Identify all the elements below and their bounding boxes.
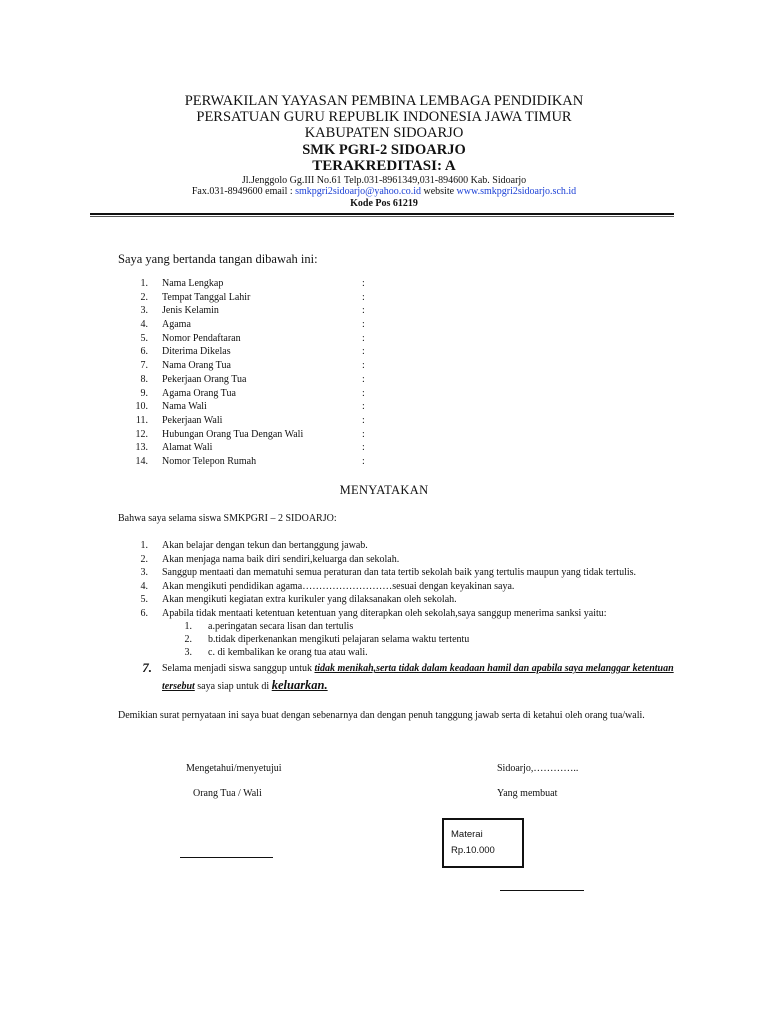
statement-7-emphasis-c: keluarkan. bbox=[271, 678, 328, 692]
field-colon: : bbox=[362, 346, 365, 358]
field-colon: : bbox=[362, 332, 365, 344]
sanction-number: 2. bbox=[184, 634, 192, 646]
field-row bbox=[126, 304, 426, 318]
website-label: website bbox=[421, 186, 457, 197]
field-row bbox=[126, 373, 426, 387]
field-colon: : bbox=[362, 414, 365, 426]
sanction-text: a.peringatan secara lisan dan tertulis bbox=[208, 621, 354, 632]
field-number: 12. bbox=[135, 428, 148, 440]
accreditation: TERAKREDITASI: A bbox=[312, 158, 456, 174]
field-number: 4. bbox=[140, 319, 148, 331]
field-row bbox=[126, 455, 426, 469]
field-number: 5. bbox=[140, 332, 148, 344]
field-number: 8. bbox=[140, 373, 148, 385]
field-row bbox=[126, 400, 426, 414]
fax-label: Fax.031-8949600 email : bbox=[191, 186, 296, 197]
field-label: Nomor Pendaftaran bbox=[162, 332, 241, 344]
field-colon: : bbox=[362, 360, 365, 372]
field-label: Agama bbox=[162, 319, 191, 331]
field-label: Nama Orang Tua bbox=[162, 360, 231, 372]
field-number: 11. bbox=[135, 414, 148, 426]
statement-7 bbox=[126, 660, 686, 695]
statement-7-number: 7. bbox=[142, 660, 152, 675]
field-colon: : bbox=[362, 455, 365, 467]
field-row bbox=[126, 318, 426, 332]
identity-fields bbox=[126, 277, 426, 469]
sanction-item bbox=[172, 633, 652, 646]
sanction-list bbox=[172, 620, 652, 660]
statement-number: 2. bbox=[140, 553, 148, 565]
statement-item bbox=[126, 580, 686, 594]
field-label: Alamat Wali bbox=[162, 442, 213, 454]
field-label: Nama Lengkap bbox=[162, 278, 224, 289]
statement-text: Sanggup mentaati dan mematuhi semua peraturan dan tata tertib sekolah baik yang tertulis maupun yang tidak tertulis. bbox=[162, 567, 637, 579]
declaration-intro: Bahwa saya selama siswa SMKPGRI – 2 SIDOARJO: bbox=[118, 513, 337, 524]
field-label: Nama Wali bbox=[162, 401, 207, 413]
website-link[interactable]: www.smkpgri2sidoarjo.sch.id bbox=[456, 186, 577, 197]
field-label: Hubungan Orang Tua Dengan Wali bbox=[162, 428, 304, 440]
statement-item bbox=[126, 539, 686, 553]
statement-text: Apabila tidak mentaati ketentuan ketentuan yang diterapkan oleh sekolah,saya sanggup menerima sanksi yaitu: bbox=[162, 607, 607, 619]
sanction-item bbox=[172, 646, 652, 659]
sanction-number: 3. bbox=[184, 647, 192, 659]
statement-number: 1. bbox=[140, 540, 148, 551]
field-colon: : bbox=[362, 291, 365, 303]
letterhead-line-3: KABUPATEN SIDOARJO bbox=[304, 125, 464, 141]
field-row bbox=[126, 387, 426, 401]
field-colon: : bbox=[362, 401, 365, 413]
field-label: Tempat Tanggal Lahir bbox=[162, 291, 251, 303]
contact-line bbox=[0, 186, 768, 198]
declaration-title: MENYATAKAN bbox=[339, 483, 429, 497]
statement-7-emphasis-b: tersebut bbox=[162, 681, 195, 692]
sanction-item bbox=[172, 620, 652, 633]
field-row bbox=[126, 359, 426, 373]
stamp-label: Materai bbox=[451, 829, 483, 840]
statement-7-text bbox=[152, 660, 674, 695]
field-label: Diterima Dikelas bbox=[162, 346, 231, 358]
field-label: Nomor Telepon Rumah bbox=[162, 455, 257, 467]
letterhead-line-1: PERWAKILAN YAYASAN PEMBINA LEMBAGA PENDIDIKAN bbox=[184, 93, 584, 109]
postal-code: Kode Pos 61219 bbox=[350, 198, 418, 209]
field-colon: : bbox=[362, 319, 365, 331]
sanction-number: 1. bbox=[184, 621, 192, 632]
field-number: 14. bbox=[135, 455, 148, 467]
field-number: 1. bbox=[140, 278, 148, 289]
statement-item bbox=[126, 607, 686, 621]
intro-text: Saya yang bertanda tangan dibawah ini: bbox=[118, 252, 318, 266]
stamp-duty-box bbox=[442, 818, 524, 868]
field-number: 3. bbox=[140, 305, 148, 317]
sig-right-date: Sidoarjo,………….. bbox=[497, 763, 579, 774]
field-colon: : bbox=[362, 387, 365, 399]
field-colon: : bbox=[362, 442, 365, 454]
statement-number: 3. bbox=[140, 567, 148, 579]
field-number: 9. bbox=[140, 387, 148, 399]
statement-7-emphasis-a: tidak menikah,serta tidak dalam keadaan hamil dan apabila saya melanggar ketentuan bbox=[314, 663, 674, 674]
statement-text: Akan menjaga nama baik diri sendiri,keluarga dan sekolah. bbox=[162, 553, 400, 565]
field-number: 6. bbox=[140, 346, 148, 358]
field-number: 2. bbox=[140, 291, 148, 303]
school-name: SMK PGRI-2 SIDOARJO bbox=[302, 142, 466, 158]
statement-number: 5. bbox=[140, 594, 148, 606]
statement-item bbox=[126, 593, 686, 607]
field-row bbox=[126, 441, 426, 455]
statement-item bbox=[126, 553, 686, 567]
statement-7-middle: saya siap untuk di bbox=[194, 681, 272, 692]
statement-text: Akan mengikuti kegiatan extra kurikuler yang dilaksanakan oleh sekolah. bbox=[162, 594, 457, 606]
sig-left-title: Mengetahui/menyetujui bbox=[186, 763, 282, 774]
sanction-text: b.tidak diperkenankan mengikuti pelajaran selama waktu tertentu bbox=[208, 634, 470, 646]
field-row bbox=[126, 345, 426, 359]
field-row bbox=[126, 428, 426, 442]
sanction-text: c. di kembalikan ke orang tua atau wali. bbox=[208, 647, 368, 659]
letterhead-line-2: PERSATUAN GURU REPUBLIK INDONESIA JAWA TIMUR bbox=[196, 109, 572, 125]
sig-right-role: Yang membuat bbox=[497, 788, 558, 799]
header-divider bbox=[90, 213, 674, 215]
school-address: Jl.Jenggolo Gg.III No.61 Telp.031-8961349,031-894600 Kab. Sidoarjo bbox=[241, 175, 527, 186]
statement-number: 6. bbox=[140, 607, 148, 619]
field-label: Agama Orang Tua bbox=[162, 387, 236, 399]
field-label: Pekerjaan Wali bbox=[162, 414, 223, 426]
field-colon: : bbox=[362, 305, 365, 317]
field-row bbox=[126, 332, 426, 346]
field-number: 13. bbox=[135, 442, 148, 454]
statement-list bbox=[126, 539, 686, 621]
sig-left-role: Orang Tua / Wali bbox=[193, 788, 262, 799]
field-row bbox=[126, 414, 426, 428]
field-colon: : bbox=[362, 428, 365, 440]
statement-text: Akan mengikuti pendidikan agama………………………sesuai dengan keyakinan saya. bbox=[162, 580, 515, 592]
field-number: 7. bbox=[140, 360, 148, 372]
statement-7-prefix: Selama menjadi siswa sanggup untuk bbox=[162, 663, 315, 674]
parent-signature-line bbox=[180, 857, 273, 858]
field-colon: : bbox=[362, 278, 365, 289]
statement-item bbox=[126, 566, 686, 580]
field-colon: : bbox=[362, 373, 365, 385]
header-divider-thin bbox=[90, 216, 674, 217]
field-label: Jenis Kelamin bbox=[162, 305, 219, 317]
field-row bbox=[126, 277, 426, 291]
student-signature-line bbox=[500, 890, 584, 891]
email-link[interactable]: smkpgri2sidoarjo@yahoo.co.id bbox=[295, 186, 421, 197]
field-label: Pekerjaan Orang Tua bbox=[162, 373, 247, 385]
field-number: 10. bbox=[135, 401, 148, 413]
stamp-value: Rp.10.000 bbox=[451, 845, 495, 856]
statement-number: 4. bbox=[140, 580, 148, 592]
closing-text: Demikian surat pernyataan ini saya buat dengan sebenarnya dan dengan penuh tanggung jawab serta di ketahui oleh orang tua/wali. bbox=[118, 710, 645, 721]
field-row bbox=[126, 291, 426, 305]
statement-text: Akan belajar dengan tekun dan bertanggung jawab. bbox=[162, 540, 368, 551]
